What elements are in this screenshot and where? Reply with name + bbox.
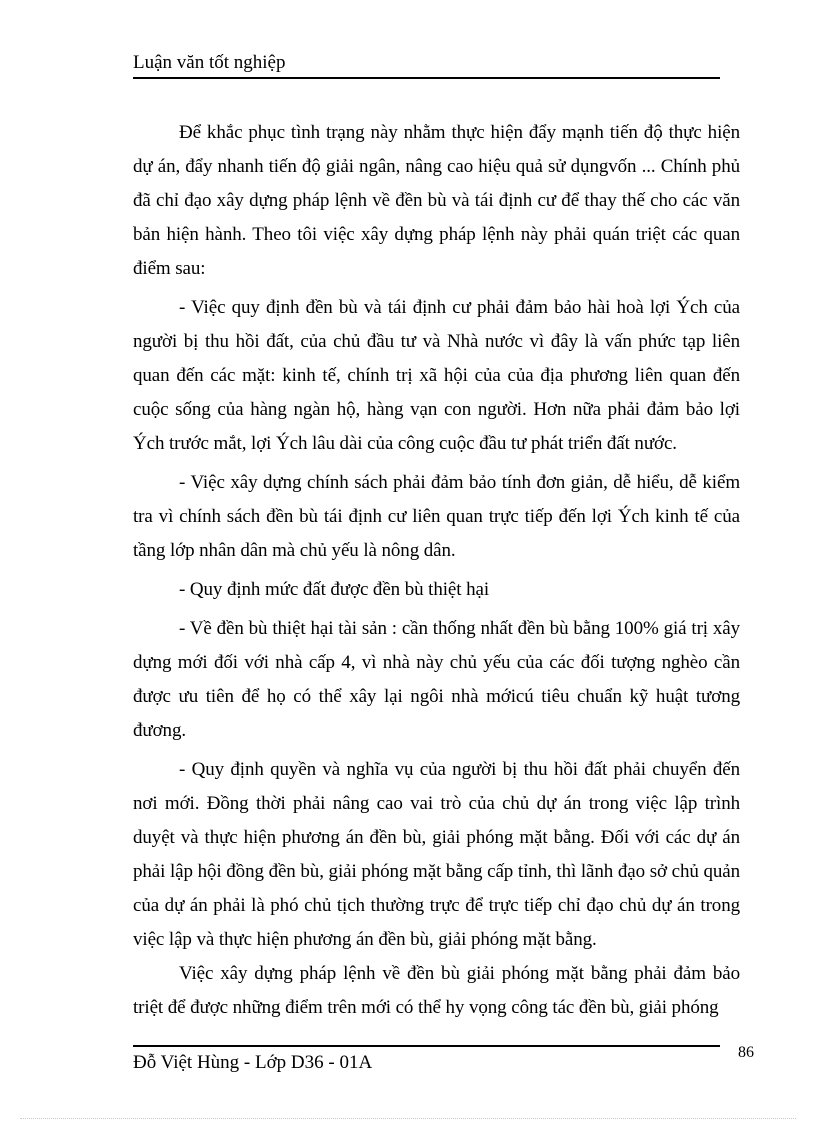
running-header — [133, 50, 720, 79]
header-title: Luận văn tốt nghiệp — [133, 52, 286, 73]
page-number: 86 — [738, 1044, 754, 1061]
paragraph-bullet-land-level: - Quy định mức đất được đền bù thiệt hại — [179, 579, 489, 600]
footer-author: Đỗ Việt Hùng - Lớp D36 - 01A — [133, 1052, 373, 1073]
footer-rule — [133, 1045, 720, 1047]
paragraph-intro: Để khắc phục tình trạng này nhằm thực hiện đẩy mạnh tiến độ thực hiện dự án, đẩy nhanh tiến độ giải ngân, nâng cao hiệu quả sử dụngvốn ... Chính phủ đã chỉ đạo xây dựng pháp lệnh về đền bù và tái định cư để thay thế cho các văn bản hiện hành. Theo tôi việc xây dựng pháp lệnh này phải quán triệt các quan điểm sau: — [133, 122, 740, 279]
paragraph-bullet-property: - Về đền bù thiệt hại tài sản : cần thống nhất đền bù bằng 100% giá trị xây dựng mới đối với nhà cấp 4, vì nhà này chủ yếu của các đối tượng nghèo cần được ưu tiên để họ có thể xây lại ngôi nhà mớicú tiêu chuẩn kỹ huật tương đương. — [133, 618, 740, 741]
body-text — [133, 116, 740, 1025]
page-bottom-divider — [20, 1118, 796, 1119]
paragraph-conclusion: Việc xây dựng pháp lệnh về đền bù giải phóng mặt bằng phải đảm bảo triệt để được những điểm trên mới có thể hy vọng công tác đền bù, giải phóng — [133, 963, 740, 1018]
paragraph-bullet-rights: - Quy định quyền và nghĩa vụ của người bị thu hồi đất phải chuyển đến nơi mới. Đồng thời phải nâng cao vai trò của chủ dự án trong việc lập trình duyệt và thực hiện phương án đền bù, giải phóng mặt bằng. Đối với các dự án phải lập hội đồng đền bù, giải phóng mặt bằng cấp tỉnh, thì lãnh đạo sở chủ quản của dự án phải là phó chủ tịch thường trực để trực tiếp chỉ đạo chủ dự án trong việc lập và thực hiện phương án đền bù, giải phóng mặt bằng. — [133, 759, 740, 950]
paragraph-bullet-harmony: - Việc quy định đền bù và tái định cư phải đảm bảo hài hoà lợi Ých của người bị thu hồi đất, của chủ đầu tư và Nhà nước vì đây là vấn phức tạp liên quan đến các mặt: kinh tế, chính trị xã hội của của địa phương liên quan đến cuộc sống của hàng ngàn hộ, hàng vạn con người. Hơn nữa phải đảm bảo lợi Ých trước mắt, lợi Ých lâu dài của công cuộc đầu tư phát triển đất nước. — [133, 297, 740, 454]
paragraph-bullet-simplicity: - Việc xây dựng chính sách phải đảm bảo tính đơn giản, dễ hiểu, dễ kiểm tra vì chính sách đền bù tái định cư liên quan trực tiếp đến lợi Ých kinh tế của tầng lớp nhân dân mà chủ yếu là nông dân. — [133, 472, 740, 561]
